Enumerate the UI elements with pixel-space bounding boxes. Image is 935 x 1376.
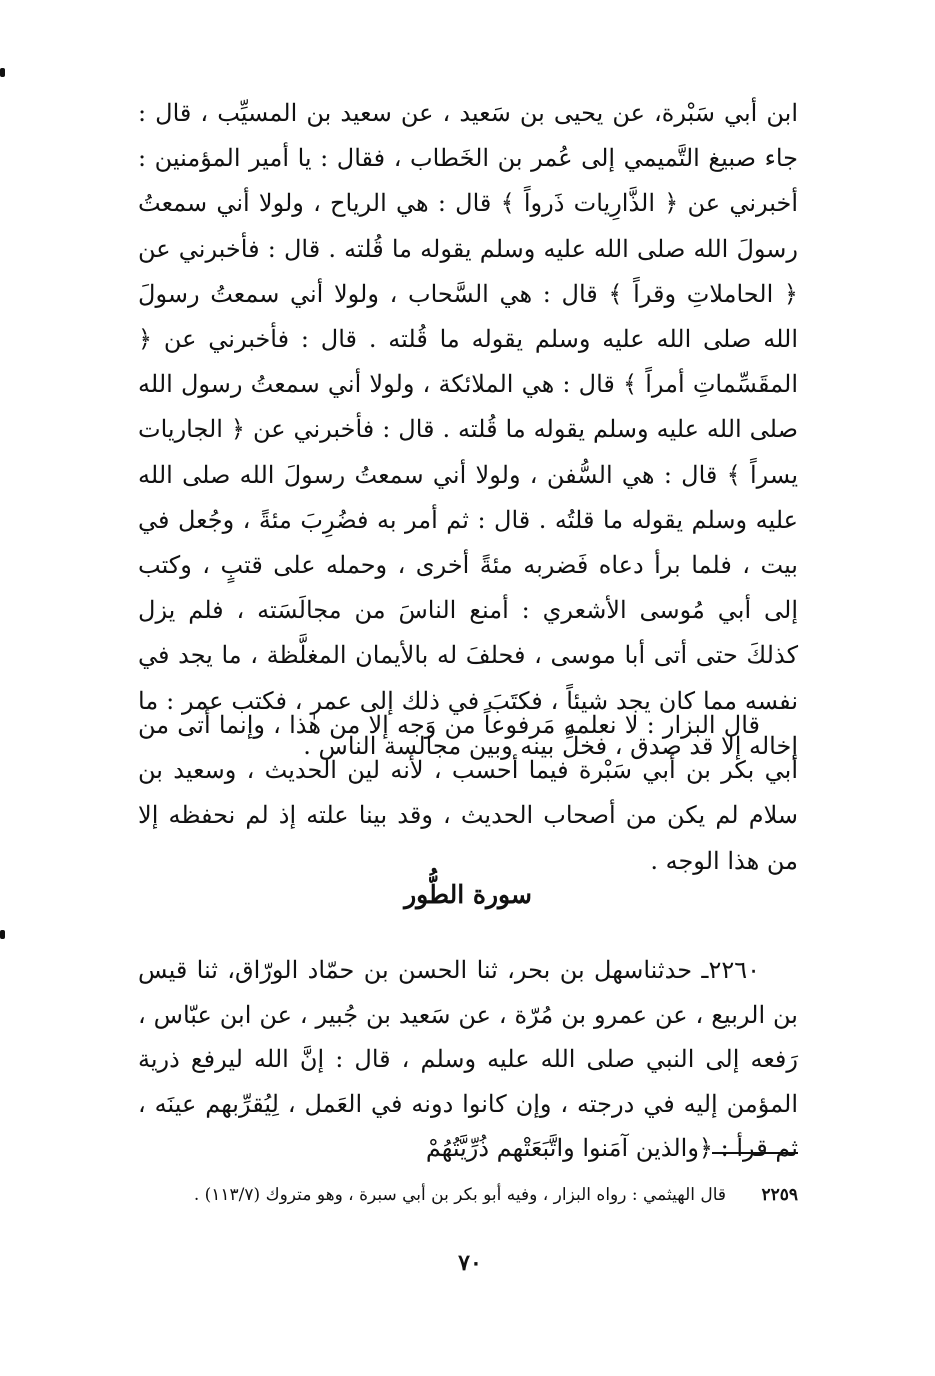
body-paragraph-hadith-2259: ابن أبي سَبْرة، عن يحيى بن سَعيد ، عن سعيد بن المسيِّب ، قال : جاء صبيغ التَّميمي إلى عُمر بن الخَطاب ، فقال : يا أمير المؤمنين : أخبرني عن ﴿ الذَّارِيات ذَرواً ﴾ قال : هي الرياح ، ولولا أني سمعتُ رسولَ الله صلى الله عليه وسلم يقوله ما قُلته . قال : فأخبرني عن ﴿ الحاملاتِ وقراً ﴾ قال : هي السَّحاب ، ولولا أني سمعتُ رسولَ الله صلى الله عليه وسلم يقوله ما قُلته . قال : فأخبرني عن ﴿ المقَسِّماتِ أمراً ﴾ قال : هي الملائكة ، ولولا أني سمعتُ رسول الله صلى الله عليه وسلم يقوله ما قُلته . قال : فأخبرني عن ﴿ الجاريات يسراً ﴾ قال : هي السُّفن ، ولولا أني سمعتُ رسولَ الله صلى الله عليه وسلم يقوله ما قلتُه . قال : ثم أمر به فضُرِبَ مئةً ، وجُعل في بيت ، فلما برأ دعاه فَضربه مئةً أخرى ، وحمله على قتبٍ ، وكتب إلى أبي مُوسى الأشعري : أمنع الناسَ من مجالَسَته ، فلم يزل كذلكَ حتى أتى أبا موسى ، فحلفَ له بالأيمان المغلَّظة ، ما يجد في نفسه مما كان يجد شيئاً ، فكتَبَ في ذلك إلى عمر ، فكتب عمر : ما إخاله إلا قد صدق ، فخلِّ بينه وبين مجالسة الناس . [138,99,798,760]
page-number: ٧٠ [458,1250,482,1276]
scan-edge-mark-middle [0,930,5,939]
hadith-2260-paragraph: ٢٢٦٠ـ حدثناسهل بن بحر، ثنا الحسن بن حمّاد الورّاق، ثنا قيس بن الربيع ، عن عمرو بن مُرّة ، عن سَعيد بن جُبير ، عن ابن عبّاس ، رَفعه إلى النبي صلى الله عليه وسلم ، قال : إنَّ الله ليرفع ذرية المؤمن إليه في درجته ، وإن كانوا دونه في العَمل ، لِيُقرِّبهم عينَه ، ثم قرأ : ﴿والذين آمَنوا واتَّبَعَتْهم ذُرِّيَّتُهُمْ [138,956,798,1162]
body-paragraph-bazzar-comment: قال البزار : لا نعلمه مَرفوعاً من وَجه إلا من هٰذا ، وإنما أتى من أبي بكر بن أبي سَبْرة فيما أحسب ، لأنه لين الحديث ، وسعيد بن سلام لم يكن من أصحاب الحديث ، وقد بينا علته إذ لم نحفظه إلا من هذا الوجه . [138,711,798,875]
footnote-number: ٢٢٥٩ [761,1185,798,1205]
footnote-divider [712,1152,798,1154]
footnote [138,1182,798,1208]
footnote-text: قال الهيثمي : رواه البزار ، وفيه أبو بكر بن أبي سبرة ، وهو متروك (١١٣/٧) . [193,1185,727,1205]
scan-edge-mark-top [0,68,5,77]
section-heading: سورة الطُّور [404,880,532,909]
